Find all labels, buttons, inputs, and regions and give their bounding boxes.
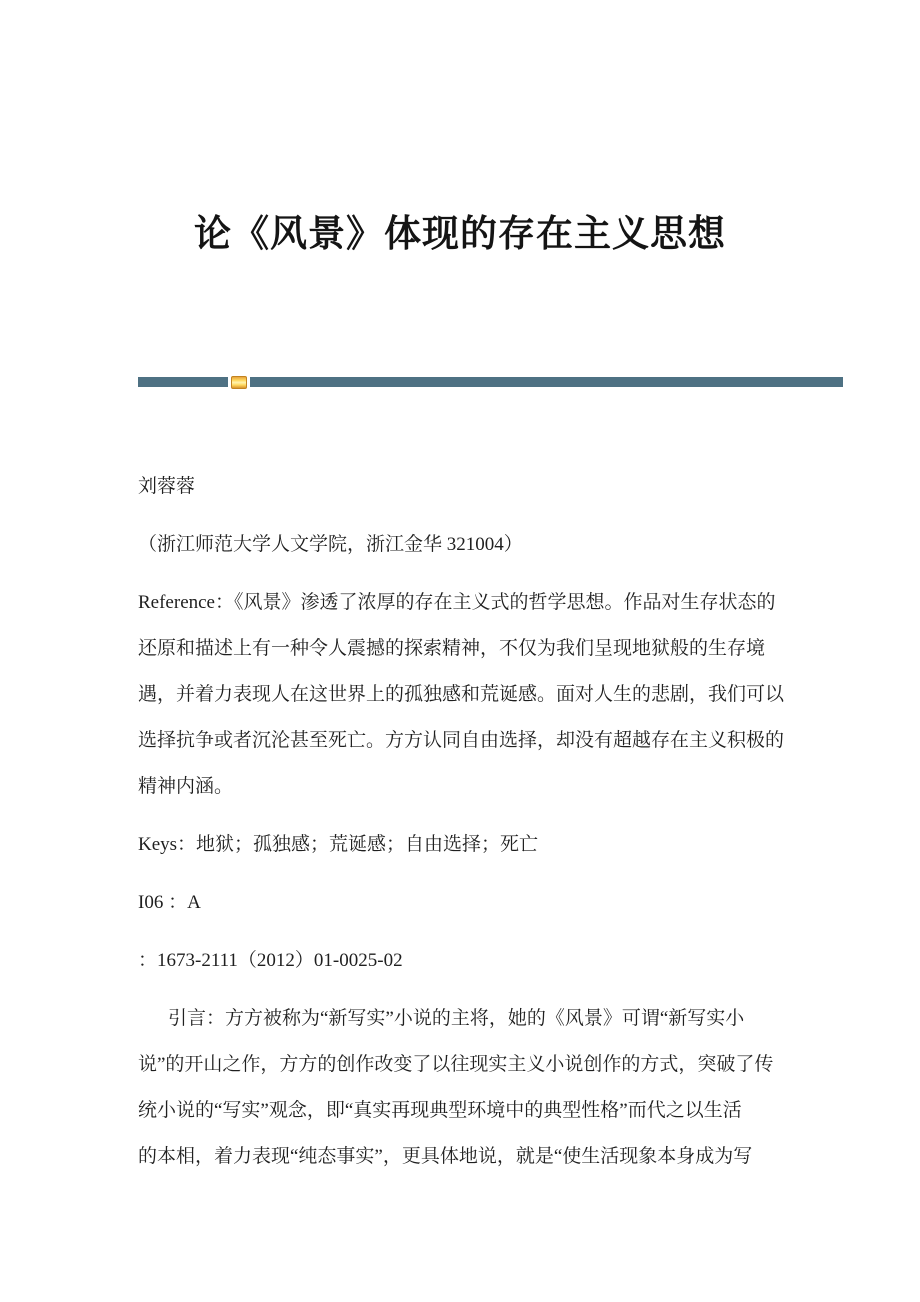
text-line: 引言：方方被称为“新写实”小说的主将，她的《风景》可谓“新写实小 (168, 1008, 745, 1029)
author: 刘蓉蓉 (138, 476, 196, 497)
divider-bar-right (250, 377, 843, 387)
text-line: 还原和描述上有一种令人震撼的探索精神，不仅为我们呈现地狱般的生存境 (138, 638, 766, 659)
article-body (138, 464, 785, 1192)
introduction (138, 996, 778, 1180)
section-divider (138, 375, 843, 389)
text-line: 统小说的“写实”观念，即“真实再现典型环境中的典型性格”而代之以生活 (138, 1100, 742, 1121)
text-line: Reference：《风景》渗透了浓厚的存在主义式的哲学思想。作品对生存状态的 (138, 592, 776, 613)
article-number: ：1673-2111（2012）01-0025-02 (138, 950, 403, 971)
keywords: Keys：地狱；孤独感；荒诞感；自由选择；死亡 (138, 834, 539, 855)
text-line: 说”的开山之作，方方的创作改变了以往现实主义小说创作的方式，突破了传 (138, 1054, 774, 1075)
divider-bar-left (138, 377, 228, 387)
classification-code: I06 ：A (138, 892, 201, 913)
affiliation: （浙江师范大学人文学院，浙江金华 321004） (138, 534, 523, 555)
text-line: 精神内涵。 (138, 776, 234, 797)
page-title: 论《风景》体现的存在主义思想 (194, 214, 726, 255)
text-line: 遇，并着力表现人在这世界上的孤独感和荒诞感。面对人生的悲剧，我们可以 (138, 684, 785, 705)
text-line: 的本相，着力表现“纯态事实”，更具体地说，就是“使生活现象本身成为写 (138, 1146, 753, 1167)
abstract (138, 580, 785, 810)
gold-envelope-icon (231, 376, 247, 389)
text-line: 选择抗争或者沉沦甚至死亡。方方认同自由选择，却没有超越存在主义积极的 (138, 730, 785, 751)
